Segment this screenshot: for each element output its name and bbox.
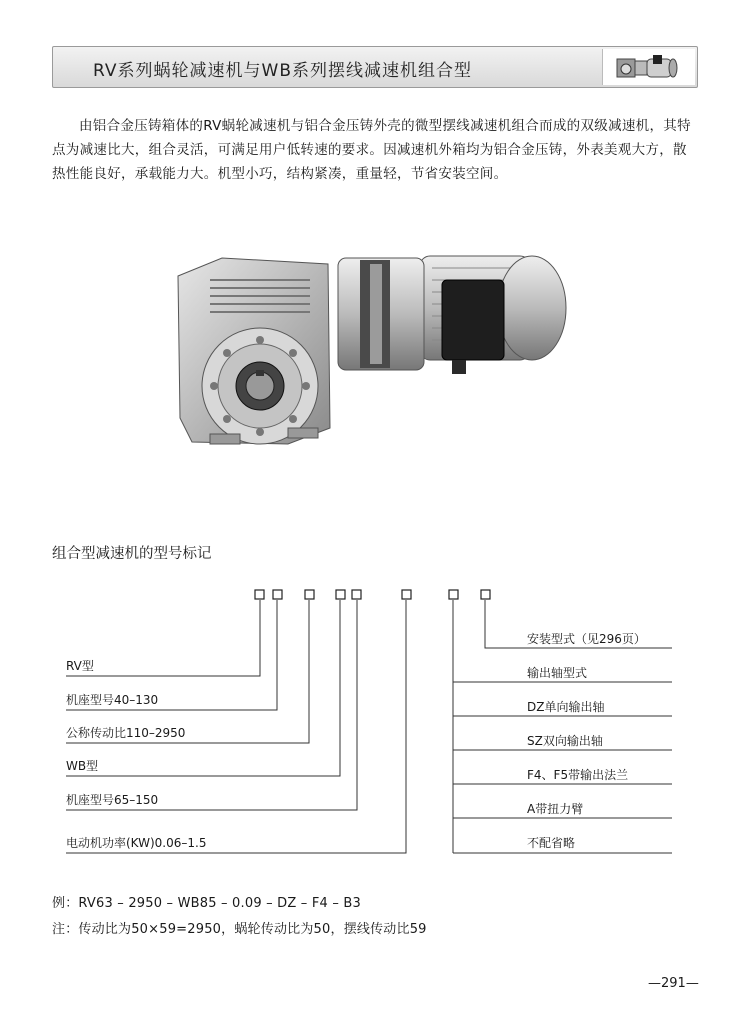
page-number: —291— [648, 976, 699, 991]
label-output-flange: F4、F5带输出法兰 [527, 768, 629, 782]
section-title: 组合型减速机的型号标记 [52, 546, 212, 562]
code-box [336, 590, 345, 599]
label-rv-frame-size: 机座型号40–130 [66, 693, 159, 707]
code-box [273, 590, 282, 599]
label-motor-power: 电动机功率(KW)0.06–1.5 [66, 836, 207, 850]
code-box [449, 590, 458, 599]
ratio-note: 注：传动比为50×59=2950，蜗轮传动比为50，摆线传动比59 [52, 922, 427, 937]
example-model-code: 例：RV63 – 2950 – WB85 – 0.09 – DZ – F4 – B3 [52, 896, 361, 911]
code-box [402, 590, 411, 599]
label-nominal-ratio: 公称传动比110–2950 [66, 726, 186, 740]
label-wb-type: WB型 [66, 759, 99, 773]
code-box [352, 590, 361, 599]
label-dz-single-shaft: DZ单向输出轴 [527, 700, 605, 714]
label-rv-type: RV型 [66, 659, 94, 673]
page-title: RV系列蜗轮减速机与WB系列摆线减速机组合型 [93, 61, 472, 81]
label-sz-double-shaft: SZ双向输出轴 [527, 734, 603, 748]
intro-text: 由铝合金压铸箱体的RV蜗轮减速机与铝合金压铸外壳的微型摆线减速机组合而成的双级减速机，其特点为减速比大，组合灵活，可满足用户低转速的要求。因减速机外箱均为铝合金压铸，外表美观大方，散热性能良好，承载能力大。机型小巧，结构紧凑，重量轻，节省安装空间。 [52, 118, 691, 182]
label-torque-arm: A带扭力臂 [527, 802, 584, 816]
code-box [305, 590, 314, 599]
label-not-fitted: 不配省略 [527, 836, 576, 850]
label-mounting-type: 安装型式（见296页） [527, 632, 646, 646]
label-wb-frame-size: 机座型号65–150 [66, 793, 159, 807]
label-output-shaft-type: 输出轴型式 [527, 666, 588, 680]
code-box [255, 590, 264, 599]
code-box [481, 590, 490, 599]
